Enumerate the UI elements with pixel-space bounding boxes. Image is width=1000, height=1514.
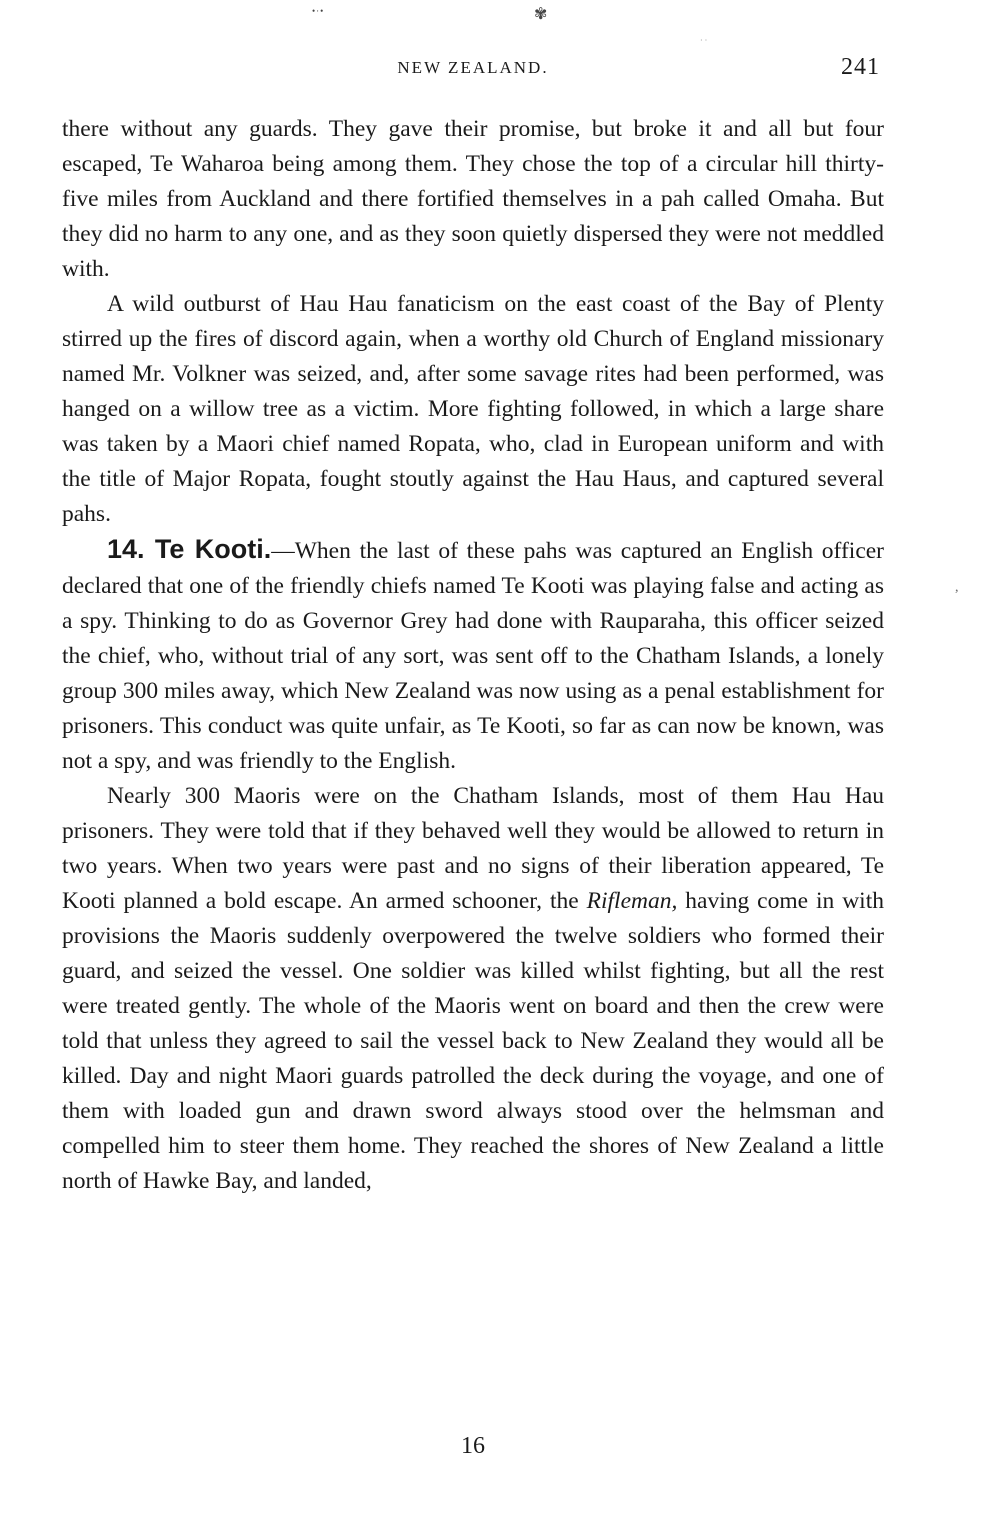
running-head bbox=[62, 54, 884, 88]
body-text bbox=[62, 112, 884, 1199]
running-title: NEW ZEALAND. bbox=[397, 58, 549, 77]
section-heading: 14. Te Kooti. bbox=[107, 534, 272, 564]
paragraph-3-text: —When the last of these pahs was captured an English officer declared that one of the friendly chiefs named Te Kooti was playing false and acting as a spy. Thinking to do as Governor Grey had done with Rauparaha, this officer seized the chief, who, without trial of any sort, was sent off to the Chatham Islands, a lonely group 300 miles away, which New Zealand was now using as a penal establishment for prisoners. This conduct was quite unfair, as Te Kooti, so far as can now be known, was not a spy, and was friendly to the English. bbox=[62, 538, 885, 774]
paragraph-4 bbox=[62, 779, 884, 1199]
print-speck: · · bbox=[700, 36, 708, 45]
paragraph-4-text-end: having come in with provisions the Maoris suddenly overpowered the twelve soldiers who formed their guard, and seized the vessel. One soldier was killed whilst fighting, but all the rest were treated gently. The whole of the Maoris went on board and then the crew were told that unless they agreed to sail the vessel back to New Zealand they would all be killed. Day and night Maori guards patrolled the deck during the voyage, and one of them with loaded gun and drawn sword always stood over the helmsman and compelled him to steer them home. They reached the shores of New Zealand a little north of Hawke Bay, and landed, bbox=[62, 888, 884, 1194]
page-number: 241 bbox=[841, 54, 880, 80]
paragraph-1: there without any guards. They gave their promise, but broke it and all but four escaped, Te Waharoa being among them. They chose the top of a circular hill thirty-five miles from Auckland and there fortified themselves in a pah called Omaha. But they did no harm to any one, and as they soon quietly dispersed they were not meddled with. bbox=[62, 116, 884, 282]
paragraph-4-text-start: Nearly 300 Maoris were on the Chatham Islands, most of them Hau Hau prisoners. They were told that if they behaved well they would be allowed to return in two years. When two years were past and no signs of their liberation appeared, Te Kooti planned a bold escape. An armed schooner, the bbox=[62, 783, 884, 914]
paragraph-3 bbox=[62, 532, 884, 779]
paragraph-2: A wild outburst of Hau Hau fanaticism on the east coast of the Bay of Plenty stirred up the fires of discord again, when a worthy old Church of England missionary named Mr. Volkner was seized, and, after some savage rites had been performed, was hanged on a willow tree as a victim. More fighting followed, in which a large share was taken by a Maori chief named Ropata, who, clad in European uniform and with the title of Major Ropata, fought stoutly against the Hau Haus, and captured several pahs. bbox=[62, 291, 884, 527]
ship-name: Rifleman, bbox=[586, 888, 678, 914]
print-speck: •·• bbox=[312, 6, 325, 16]
ink-blot-ornament: ✾ bbox=[534, 6, 548, 23]
margin-mark: , bbox=[955, 580, 959, 595]
signature-mark: 16 bbox=[461, 1433, 485, 1459]
